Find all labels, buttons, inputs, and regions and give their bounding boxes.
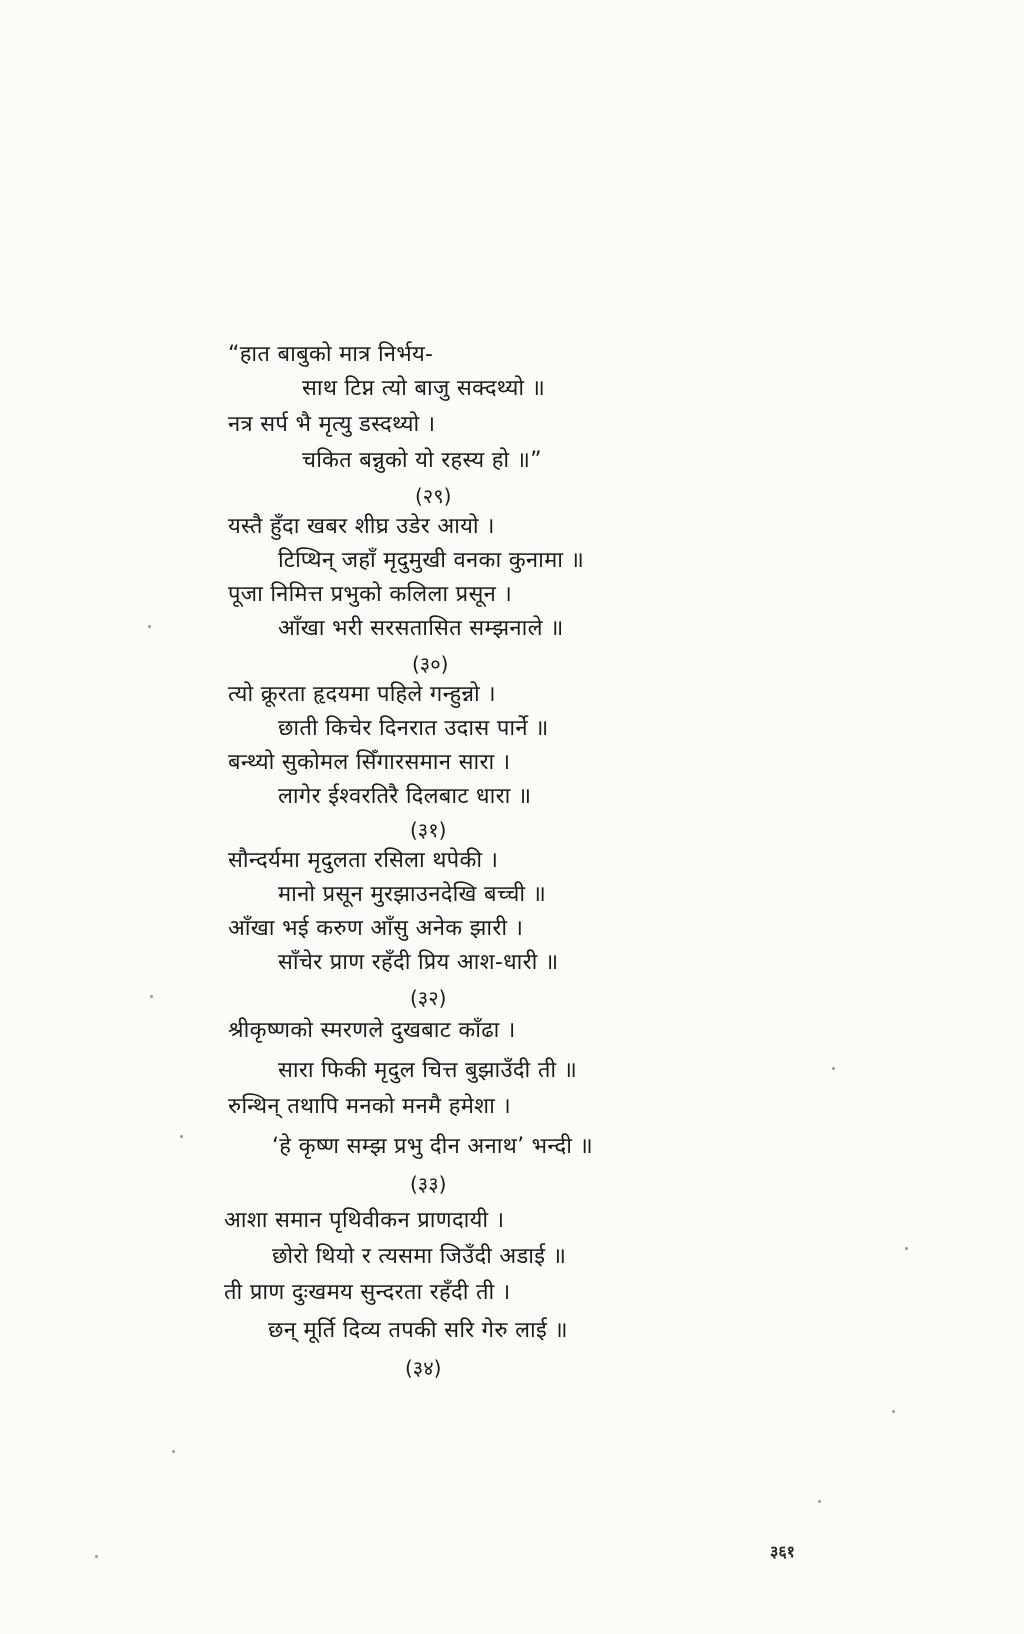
verse-line: मानो प्रसून मुरझाउनदेखि बच्ची ॥ bbox=[278, 882, 547, 907]
verse-line: यस्तै हुँदा खबर शीघ्र उडेर आयो । bbox=[228, 514, 495, 539]
verse-line: साँचेर प्राण रहँदी प्रिय आश-धारी ॥ bbox=[278, 950, 559, 975]
stanza-number: (३४) bbox=[405, 1356, 442, 1380]
scan-speck bbox=[892, 1410, 895, 1413]
scan-speck bbox=[818, 1500, 821, 1503]
verse-line: सारा फिकी मृदुल चित्त बुझाउँदी ती ॥ bbox=[278, 1058, 578, 1083]
verse-line: ‘हे कृष्ण सम्झ प्रभु दीन अनाथ’ भन्दी ॥ bbox=[272, 1134, 593, 1159]
scan-speck bbox=[832, 1067, 835, 1070]
scan-speck bbox=[95, 1555, 98, 1558]
verse-line: नत्र सर्प भै मृत्यु डस्दथ्यो । bbox=[228, 412, 436, 437]
verse-line: चकित बन्नुको यो रहस्य हो ॥” bbox=[302, 448, 542, 473]
verse-line: छन् मूर्ति दिव्य तपकी सरि गेरु लाई ॥ bbox=[268, 1318, 568, 1343]
stanza-number: (३३) bbox=[410, 1172, 447, 1196]
page-number: ३६१ bbox=[770, 1542, 795, 1561]
verse-line: लागेर ईश्वरतिरै दिलबाट धारा ॥ bbox=[278, 784, 532, 809]
verse-line: श्रीकृष्णको स्मरणले दुखबाट काँढा । bbox=[228, 1018, 516, 1043]
verse-line: आँखा भरी सरसतासित सम्झनाले ॥ bbox=[278, 616, 564, 641]
verse-line: आशा समान पृथिवीकन प्राणदायी । bbox=[224, 1208, 505, 1233]
verse-line: पूजा निमित्त प्रभुको कलिला प्रसून । bbox=[228, 582, 513, 607]
verse-line: ती प्राण दुःखमय सुन्दरता रहँदी ती । bbox=[224, 1280, 511, 1305]
stanza-number: (३१) bbox=[410, 818, 447, 842]
scan-speck bbox=[148, 625, 151, 628]
scan-speck bbox=[905, 1247, 908, 1250]
stanza-number: (३०) bbox=[412, 652, 449, 676]
verse-line: टिप्थिन् जहाँ मृदुमुखी वनका कुनामा ॥ bbox=[278, 548, 585, 573]
verse-line: छाती किचेर दिनरात उदास पार्ने ॥ bbox=[278, 716, 549, 741]
stanza-number: (३२) bbox=[410, 986, 447, 1010]
verse-line: आँखा भई करुण आँसु अनेक झारी । bbox=[228, 916, 524, 941]
verse-line: छोरो थियो र त्यसमा जिउँदी अडाई ॥ bbox=[272, 1244, 567, 1269]
verse-line: त्यो क्रूरता हृदयमा पहिले गन्हुन्नो । bbox=[228, 682, 496, 707]
scan-speck bbox=[150, 995, 153, 998]
verse-line: सौन्दर्यमा मृदुलता रसिला थपेकी । bbox=[228, 848, 499, 873]
verse-line: बन्थ्यो सुकोमल सिँगारसमान सारा । bbox=[228, 750, 511, 775]
verse-line: साथ टिप्न त्यो बाजु सक्दथ्यो ॥ bbox=[302, 376, 546, 401]
scan-speck bbox=[180, 1135, 183, 1138]
scan-speck bbox=[172, 1450, 175, 1453]
verse-line: “हात बाबुको मात्र निर्भय- bbox=[228, 342, 434, 367]
stanza-number: (२९) bbox=[415, 484, 452, 508]
verse-line: रुन्थिन् तथापि मनको मनमै हमेशा । bbox=[228, 1094, 512, 1119]
